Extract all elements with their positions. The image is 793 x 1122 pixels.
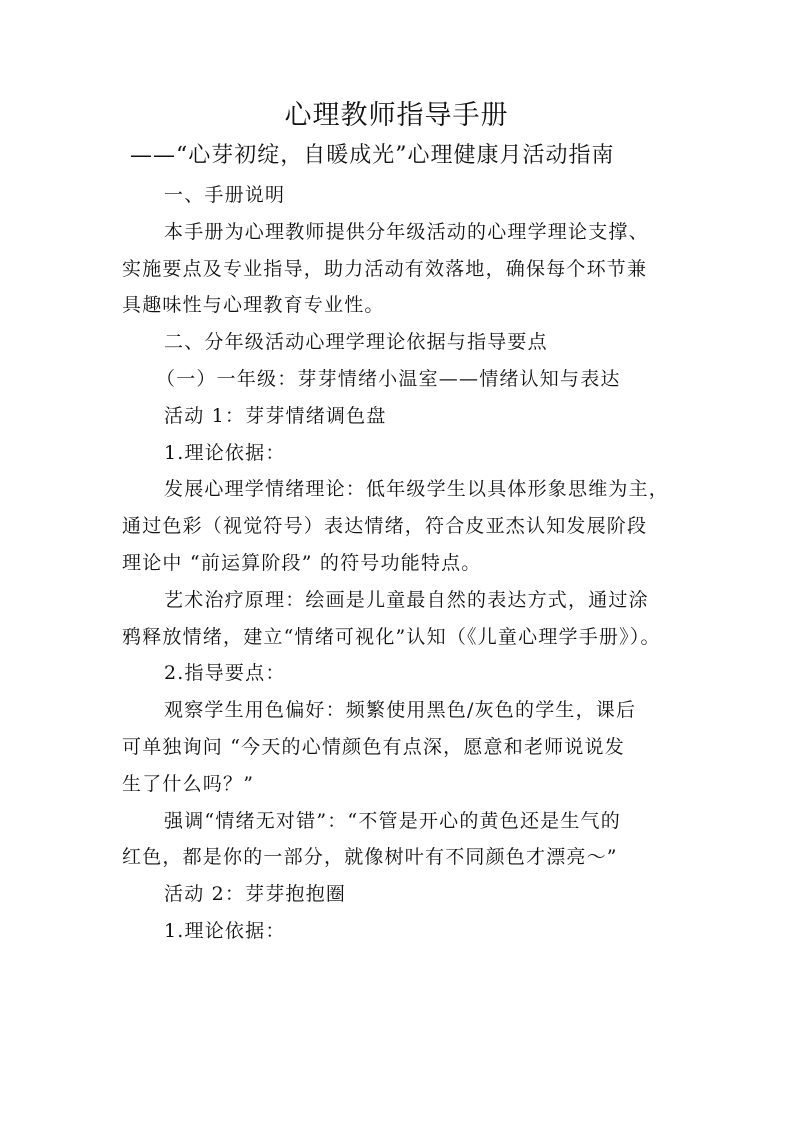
item-heading-guidance: 2.指导要点：: [164, 662, 286, 685]
paragraph-line: 红色，都是你的一部分，就像树叶有不同颜色才漂亮～”: [122, 846, 618, 869]
paragraph-line: 发展心理学情绪理论：低年级学生以具体形象思维为主，: [164, 478, 670, 501]
activity-heading-2: 活动 2：芽芽抱抱圈: [164, 883, 347, 906]
document-title: 心理教师指导手册: [284, 100, 509, 131]
paragraph-line: 生了什么吗？”: [122, 772, 255, 795]
section-heading-manual-description: 一、手册说明: [164, 184, 286, 206]
paragraph-line: 艺术治疗原理：绘画是儿童最自然的表达方式，通过涂: [164, 588, 649, 611]
document-subtitle: ——“心芽初绽，自暖成光”心理健康月活动指南: [130, 143, 615, 168]
paragraph-line: 本手册为心理教师提供分年级活动的心理学理论支撑、: [164, 220, 649, 243]
paragraph-line: 通过色彩（视觉符号）表达情绪，符合皮亚杰认知发展阶段: [122, 515, 648, 538]
paragraph-line: 实施要点及专业指导，助力活动有效落地，确保每个环节兼: [122, 257, 648, 280]
section-heading-grade-activities: 二、分年级活动心理学理论依据与指导要点: [164, 331, 548, 354]
item-heading-theory: 1.理论依据：: [164, 441, 286, 464]
document-body: [122, 177, 682, 950]
paragraph-line: 强调“情绪无对错”：“不管是开心的黄色还是生气的: [164, 809, 621, 832]
paragraph-line: 具趣味性与心理教育专业性。: [122, 294, 385, 317]
subsection-heading-grade-one: （一）一年级：芽芽情绪小温室——情绪认知与表达: [156, 367, 621, 390]
paragraph-line: 理论中 “前运算阶段” 的符号功能特点。: [122, 551, 482, 574]
item-heading-theory: 1.理论依据：: [164, 919, 286, 942]
paragraph-line: 鸦释放情绪，建立“情绪可视化”认知（《儿童心理学手册》）。: [122, 625, 661, 648]
paragraph-line: 观察学生用色偏好：频繁使用黑色/灰色的学生，课后: [164, 699, 637, 722]
paragraph-line: 可单独询问 “今天的心情颜色有点深，愿意和老师说说发: [122, 735, 625, 758]
activity-heading-1: 活动 1：芽芽情绪调色盘: [164, 404, 387, 427]
